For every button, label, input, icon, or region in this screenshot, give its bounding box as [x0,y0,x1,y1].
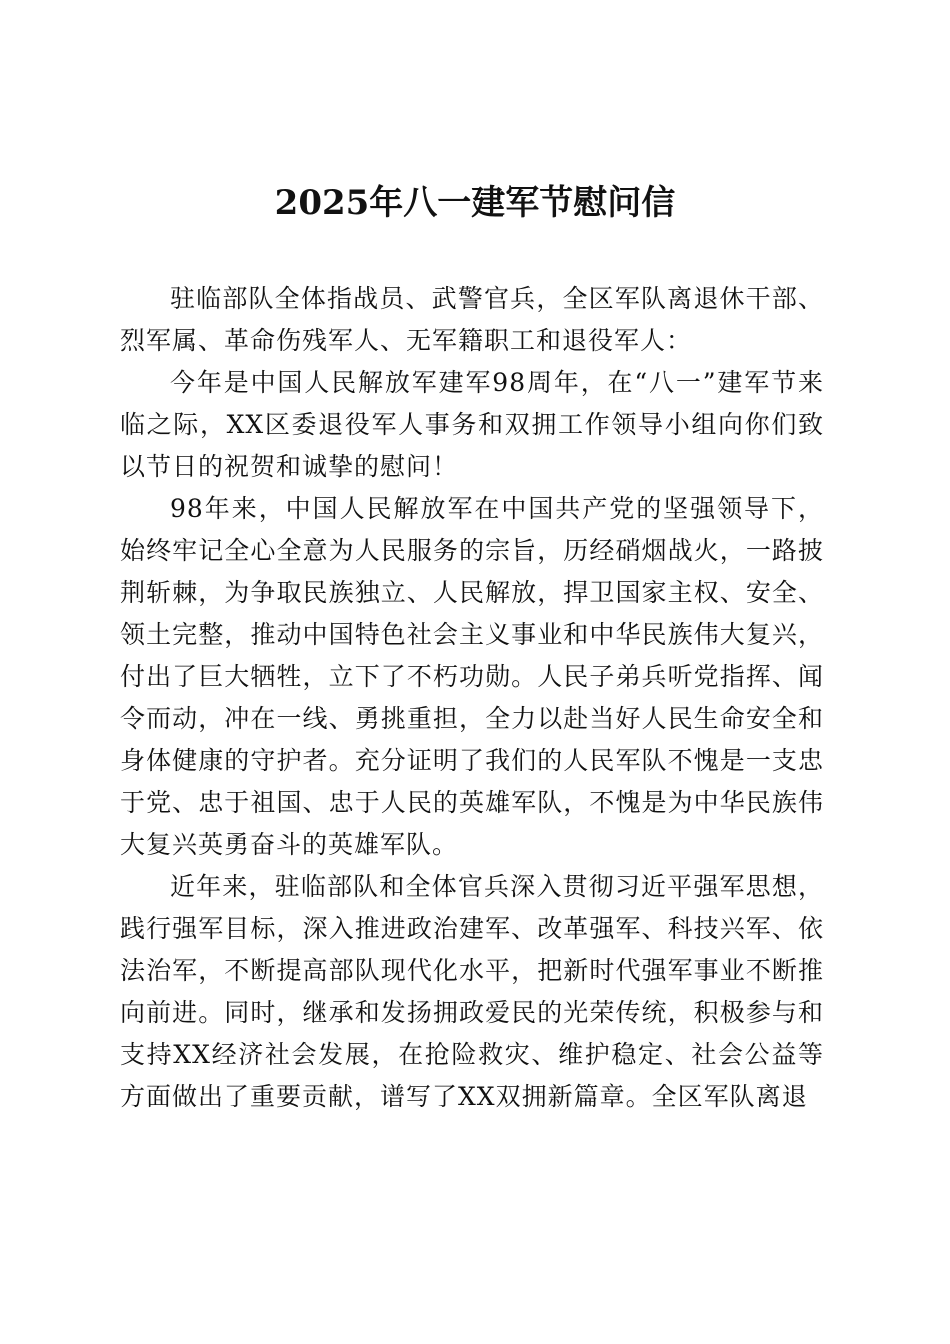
document-title: 2025年八一建军节慰问信 [274,183,676,223]
greeting-paragraph: 今年是中国人民解放军建军98周年，在“八一”建军节来临之际，XX区委退役军人事务和双拥工作领导小组向你们致以节日的祝贺和诚挚的慰问！ [120,368,824,481]
history-paragraph: 98年来，中国人民解放军在中国共产党的坚强领导下，始终牢记全心全意为人民服务的宗旨，历经硝烟战火，一路披荆斩棘，为争取民族独立、人民解放，捍卫国家主权、安全、领土完整，推动中国特色社会主义事业和中华民族伟大复兴，付出了巨大牺牲，立下了不朽功勋。人民子弟兵听党指挥、闻令而动，冲在一线、勇挑重担，全力以赴当好人民生命安全和身体健康的守护者。充分证明了我们的人民军队不愧是一支忠于党、忠于祖国、忠于人民的英雄军队，不愧是为中华民族伟大复兴英勇奋斗的英雄军队。 [120,494,824,859]
letter-body [120,278,824,1118]
recent-years-paragraph: 近年来，驻临部队和全体官兵深入贯彻习近平强军思想，践行强军目标，深入推进政治建军、改革强军、科技兴军、依法治军，不断提高部队现代化水平，把新时代强军事业不断推向前进。同时，继承和发扬拥政爱民的光荣传统，积极参与和支持XX经济社会发展，在抢险救灾、维护稳定、社会公益等方面做出了重要贡献，谱写了XX双拥新篇章。全区军队离退 [120,872,824,1111]
salutation-paragraph: 驻临部队全体指战员、武警官兵，全区军队离退休干部、烈军属、革命伤残军人、无军籍职工和退役军人： [120,284,824,355]
